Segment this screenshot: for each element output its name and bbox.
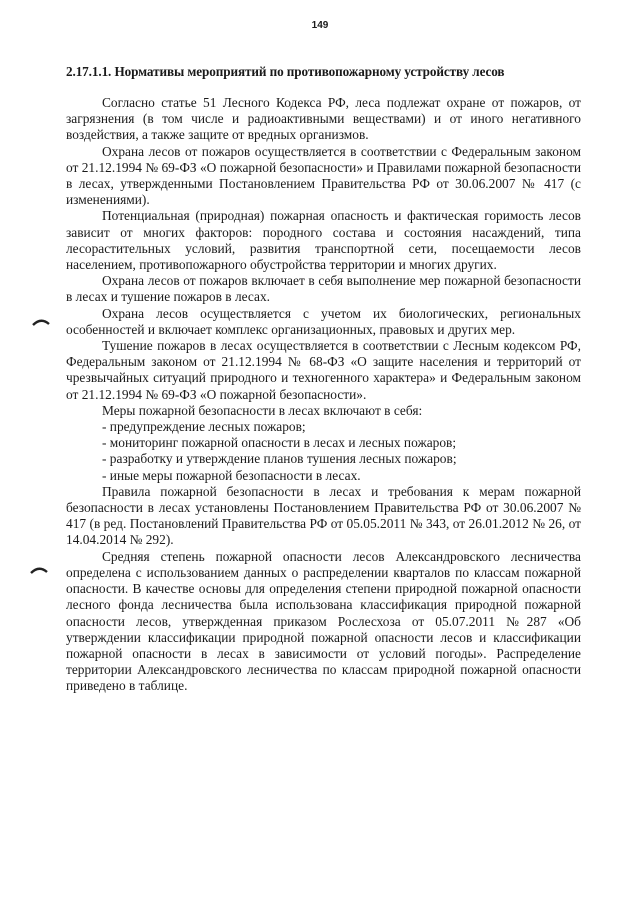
paragraph: Согласно статье 51 Лесного Кодекса РФ, леса подлежат охране от пожаров, от загрязнения (в том числе и радиоактивными веществами) и от иного негативного воздействия, а также защите от вредных организмов. bbox=[66, 95, 581, 143]
list-item: - мониторинг пожарной опасности в лесах и лесных пожаров; bbox=[102, 435, 457, 451]
list-item: - предупреждение лесных пожаров; bbox=[102, 419, 306, 435]
paragraph: Правила пожарной безопасности в лесах и требования к мерам пожарной безопасности в лесах установлены Постановлением Правительства РФ от 30.06.2007 № 417 (в ред. Постановлений Правительства РФ от 05.05.2011 № 343, от 26.01.2012 № 26, от 14.04.2014 № 292). bbox=[66, 483, 581, 548]
list-item: - иные меры пожарной безопасности в лесах. bbox=[102, 467, 361, 483]
paragraph: Охрана лесов от пожаров включает в себя выполнение мер пожарной безопасности в лесах и тушение пожаров в лесах. bbox=[66, 273, 581, 305]
scan-mark-icon bbox=[32, 318, 50, 326]
paragraph: Потенциальная (природная) пожарная опасность и фактическая горимость лесов зависит от многих факторов: породного состава и состояния насаждений, типа лесорастительных условий, развития транспортной сети, посещаемости лесов населением, противопожарного обустройства территории и многих других. bbox=[66, 208, 581, 273]
paragraph: Меры пожарной безопасности в лесах включают в себя: bbox=[102, 402, 423, 418]
list-item: - разработку и утверждение планов тушения лесных пожаров; bbox=[102, 451, 457, 467]
paragraph: Охрана лесов осуществляется с учетом их биологических, региональных особенностей и включает комплекс организационных, правовых и других мер. bbox=[66, 305, 581, 337]
paragraph: Тушение пожаров в лесах осуществляется в соответствии с Лесным кодексом РФ, Федеральным законом от 21.12.1994 № 68-ФЗ «О защите населения и территорий от чрезвычайных ситуаций природного и техногенного характера» и Федеральным законом от 21.12.1994 № 69-ФЗ «О пожарной безопасности». bbox=[66, 338, 581, 402]
section-heading: 2.17.1.1. Нормативы мероприятий по противопожарному устройству лесов bbox=[66, 64, 505, 79]
paragraph: Средняя степень пожарной опасности лесов Александровского лесничества определена с использованием данных о распределении кварталов по классам пожарной опасности. В качестве основы для определения степени природной пожарной опасности лесного фонда лесничества была использована классификация природной пожарной опасности лесов, утвержденная приказом Рослесхоза от 05.07.2011 №287 «Об утверждении классификации природной пожарной опасности лесов и классификации пожарной опасности в лесах в зависимости от условий погоды». Распределение территории Александровского лесничества по классам природной пожарной опасности приведено в таблице. bbox=[66, 548, 581, 694]
paragraph: Охрана лесов от пожаров осуществляется в соответствии с Федеральным законом от 21.12.1994 № 69-ФЗ «О пожарной безопасности» и Правилами пожарной безопасности в лесах, утвержденными Постановлением Правительства РФ от 30.06.2007 № 417 (с изменениями). bbox=[66, 143, 581, 208]
document-body bbox=[66, 95, 581, 695]
page-number: 149 bbox=[311, 20, 329, 31]
scan-mark-icon bbox=[30, 566, 48, 574]
